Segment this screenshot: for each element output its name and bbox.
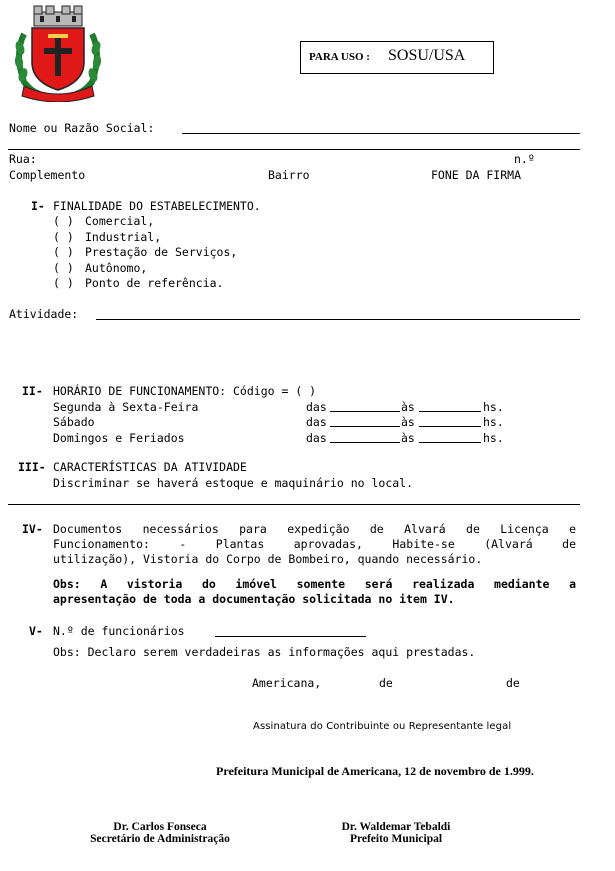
section1-number: I- (31, 199, 45, 213)
section3-title: CARACTERÍSTICAS DA ATIVIDADE (53, 460, 247, 474)
schedule-das-weekdays: das (306, 400, 327, 414)
section2-number: II- (22, 384, 43, 398)
option-label-services: Prestação de Serviços, (85, 245, 238, 259)
schedule-day-weekdays: Segunda à Sexta-Feira (53, 400, 199, 414)
signer-secretary-role: Secretário de Administração (90, 833, 230, 845)
schedule-as-sundays: às (401, 431, 415, 445)
option-label-reference: Ponto de referência. (85, 276, 224, 290)
schedule-hs-saturday: hs. (483, 415, 504, 429)
section4-line-2: Funcionamento: - Plantas aprovadas, Habite-se (Alvará de (53, 537, 576, 551)
section4-obs-line-1: Obs: A vistoria do imóvel somente será realizada mediante a (53, 577, 576, 591)
schedule-hs-sundays: hs. (483, 431, 504, 445)
section1-title: FINALIDADE DO ESTABELECIMENTO. (53, 199, 261, 213)
schedule-hs-weekdays: hs. (483, 400, 504, 414)
employees-label: N.º de funcionários (53, 624, 185, 638)
schedule-to-field-sundays[interactable] (419, 442, 481, 443)
section2-title: HORÁRIO DE FUNCIONAMENTO: Código = ( ) (53, 384, 317, 398)
activity-field-line[interactable] (96, 319, 580, 320)
employees-field-line[interactable] (215, 636, 366, 637)
activity-label: Atividade: (9, 307, 79, 321)
usage-box (300, 41, 494, 74)
schedule-to-field-weekdays[interactable] (419, 411, 481, 412)
option-checkbox-industrial[interactable]: ( ) (53, 230, 74, 244)
number-label: n.º (514, 152, 535, 166)
schedule-das-sundays: das (306, 431, 327, 445)
section4-obs-line-2: apresentação de toda a documentação solicitada no item IV. (53, 592, 455, 606)
signer-mayor-role: Prefeito Municipal (349, 833, 443, 845)
schedule-day-sundays: Domingos e Feriados (53, 431, 185, 445)
signature-label: Assinatura do Contribuinte ou Representante legal (253, 721, 512, 732)
schedule-from-field-saturday[interactable] (330, 426, 400, 427)
section4-line-3: utilização), Vistoria do Corpo de Bombeiro, quando necessário. (53, 552, 483, 566)
option-label-commercial: Comercial, (85, 214, 155, 228)
date-de-1: de (379, 676, 393, 690)
phone-label: FONE DA FIRMA (431, 168, 522, 182)
city-label: Americana, (252, 676, 322, 690)
name-field-line[interactable] (182, 133, 580, 134)
section5-number: V- (29, 624, 43, 638)
schedule-das-saturday: das (306, 415, 327, 429)
schedule-as-weekdays: às (401, 400, 415, 414)
schedule-from-field-weekdays[interactable] (330, 411, 400, 412)
usage-value: SOSU/USA (388, 47, 466, 64)
section3-text: Discriminar se haverá estoque e maquinário no local. (53, 476, 414, 490)
signer-mayor-name: Dr. Waldemar Tebaldi (341, 821, 451, 833)
divider-middle (8, 504, 580, 505)
schedule-from-field-sundays[interactable] (330, 442, 400, 443)
option-checkbox-autonomous[interactable]: ( ) (53, 261, 74, 275)
option-checkbox-reference[interactable]: ( ) (53, 276, 74, 290)
declaration-text: Obs: Declaro serem verdadeiras as informações aqui prestadas. (53, 645, 476, 659)
date-de-2: de (506, 676, 520, 690)
schedule-as-saturday: às (401, 415, 415, 429)
schedule-day-saturday: Sábado (53, 415, 95, 429)
complement-label: Complemento (9, 168, 86, 182)
section4-number: IV- (22, 522, 43, 536)
option-checkbox-services[interactable]: ( ) (53, 245, 74, 259)
street-label: Rua: (9, 152, 37, 166)
coat-of-arms-logo (10, 4, 106, 102)
signer-secretary (60, 821, 260, 845)
divider-top (8, 149, 580, 150)
district-label: Bairro (268, 168, 310, 182)
section4-line-1: Documentos necessários para expedição de Alvará de Licença e (53, 522, 576, 536)
name-label: Nome ou Razão Social: (9, 121, 155, 135)
option-label-industrial: Industrial, (85, 230, 162, 244)
signer-secretary-name: Dr. Carlos Fonseca (113, 821, 207, 833)
section3-number: III- (18, 460, 46, 474)
option-checkbox-commercial[interactable]: ( ) (53, 214, 74, 228)
schedule-to-field-saturday[interactable] (419, 426, 481, 427)
usage-label: PARA USO : (309, 51, 370, 63)
signer-mayor (296, 821, 496, 845)
option-label-autonomous: Autônomo, (85, 261, 148, 275)
prefecture-date-line: Prefeitura Municipal de Americana, 12 de novembro de 1.999. (216, 764, 534, 778)
